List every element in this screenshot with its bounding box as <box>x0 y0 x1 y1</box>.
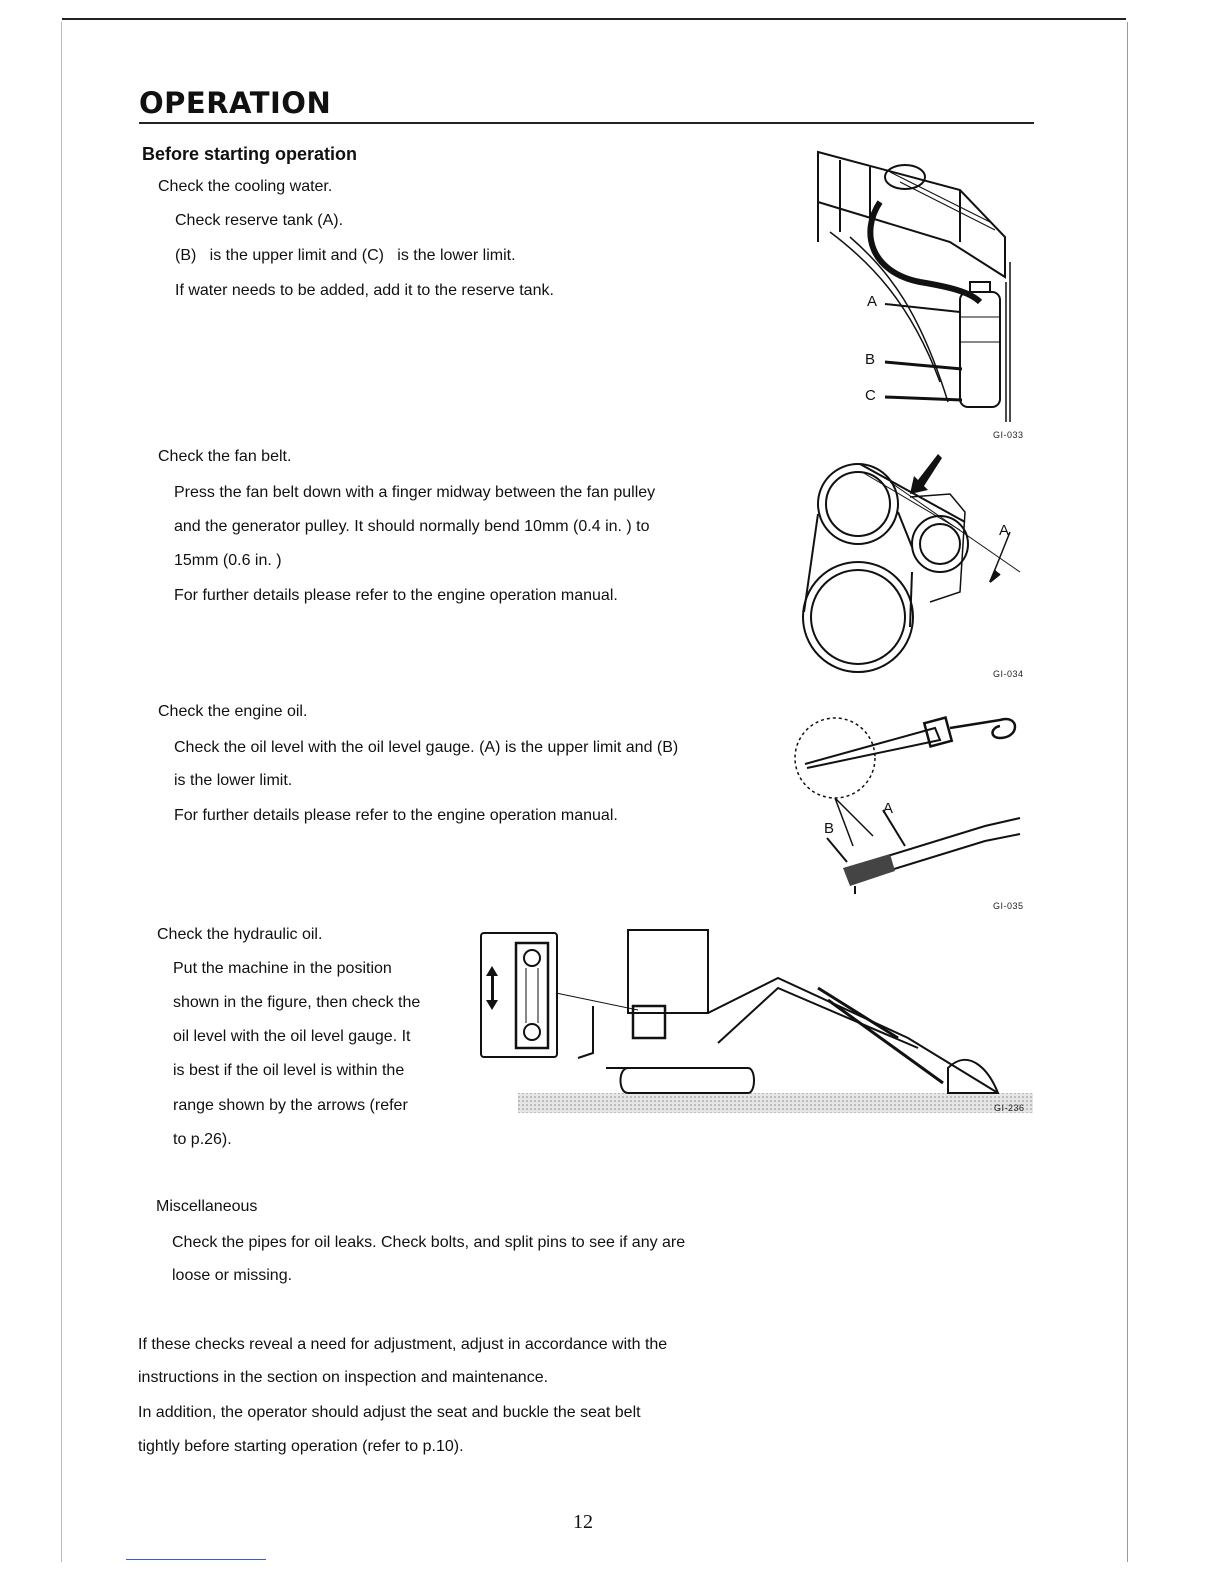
label-a: A <box>999 522 1010 539</box>
dipstick-figure <box>795 706 1035 896</box>
closing-line: instructions in the section on inspection and maintenance. <box>138 1369 549 1386</box>
engine-oil-line: Check the oil level with the oil level gauge. (A) is the upper limit and (B) <box>174 739 679 756</box>
hydraulic-oil-line: Put the machine in the position <box>173 960 392 977</box>
label-c: C <box>865 387 876 404</box>
page-title: OPERATION <box>139 86 332 120</box>
top-rule <box>62 18 1126 20</box>
bottom-blue-line <box>126 1559 266 1560</box>
fan-belt-line: and the generator pulley. It should normally bend 10mm (0.4 in. ) to <box>174 518 650 535</box>
fan-belt-figure <box>800 452 1030 672</box>
hydraulic-oil-line: oil level with the oil level gauge. It <box>173 1028 411 1045</box>
page-number: 12 <box>573 1511 593 1533</box>
cooling-line: Check reserve tank (A). <box>175 212 344 229</box>
right-edge-line <box>1127 22 1128 1562</box>
closing-line: tightly before starting operation (refer to p.10). <box>138 1438 464 1455</box>
cooling-line: (B) is the upper limit and (C) is the lower limit. <box>175 247 516 264</box>
label-b: B <box>824 820 835 837</box>
hydraulic-oil-line: to p.26). <box>173 1131 232 1148</box>
figure-code: GI-033 <box>993 430 1024 440</box>
label-a: A <box>867 293 878 310</box>
hydraulic-oil-line: shown in the figure, then check the <box>173 994 421 1011</box>
title-underline <box>139 122 1034 124</box>
engine-oil-title: Check the engine oil. <box>158 703 308 720</box>
radiator-figure <box>810 142 1010 422</box>
hydraulic-oil-title: Check the hydraulic oil. <box>157 926 323 943</box>
hydraulic-oil-line: is best if the oil level is within the <box>173 1062 405 1079</box>
fan-belt-line: 15mm (0.6 in. ) <box>174 552 282 569</box>
label-b: B <box>865 351 876 368</box>
left-edge-line <box>61 22 62 1562</box>
misc-line: loose or missing. <box>172 1267 293 1284</box>
fan-belt-title: Check the fan belt. <box>158 448 292 465</box>
fan-belt-line: Press the fan belt down with a finger midway between the fan pulley <box>174 484 656 501</box>
engine-oil-line: For further details please refer to the engine operation manual. <box>174 807 618 824</box>
misc-title: Miscellaneous <box>156 1198 258 1215</box>
figure-code: GI-236 <box>994 1103 1025 1113</box>
cooling-title: Check the cooling water. <box>158 178 333 195</box>
section-heading: Before starting operation <box>142 144 358 164</box>
misc-line: Check the pipes for oil leaks. Check bolts, and split pins to see if any are <box>172 1234 686 1251</box>
excavator-figure <box>478 928 1038 1118</box>
cooling-line: If water needs to be added, add it to the reserve tank. <box>175 282 554 299</box>
closing-line: If these checks reveal a need for adjustment, adjust in accordance with the <box>138 1336 668 1353</box>
figure-code: GI-035 <box>993 901 1024 911</box>
fan-belt-line: For further details please refer to the engine operation manual. <box>174 587 618 604</box>
engine-oil-line: is the lower limit. <box>174 772 293 789</box>
hydraulic-oil-line: range shown by the arrows (refer <box>173 1097 408 1114</box>
label-a: A <box>883 800 894 817</box>
closing-line: In addition, the operator should adjust the seat and buckle the seat belt <box>138 1404 641 1421</box>
figure-code: GI-034 <box>993 669 1024 679</box>
